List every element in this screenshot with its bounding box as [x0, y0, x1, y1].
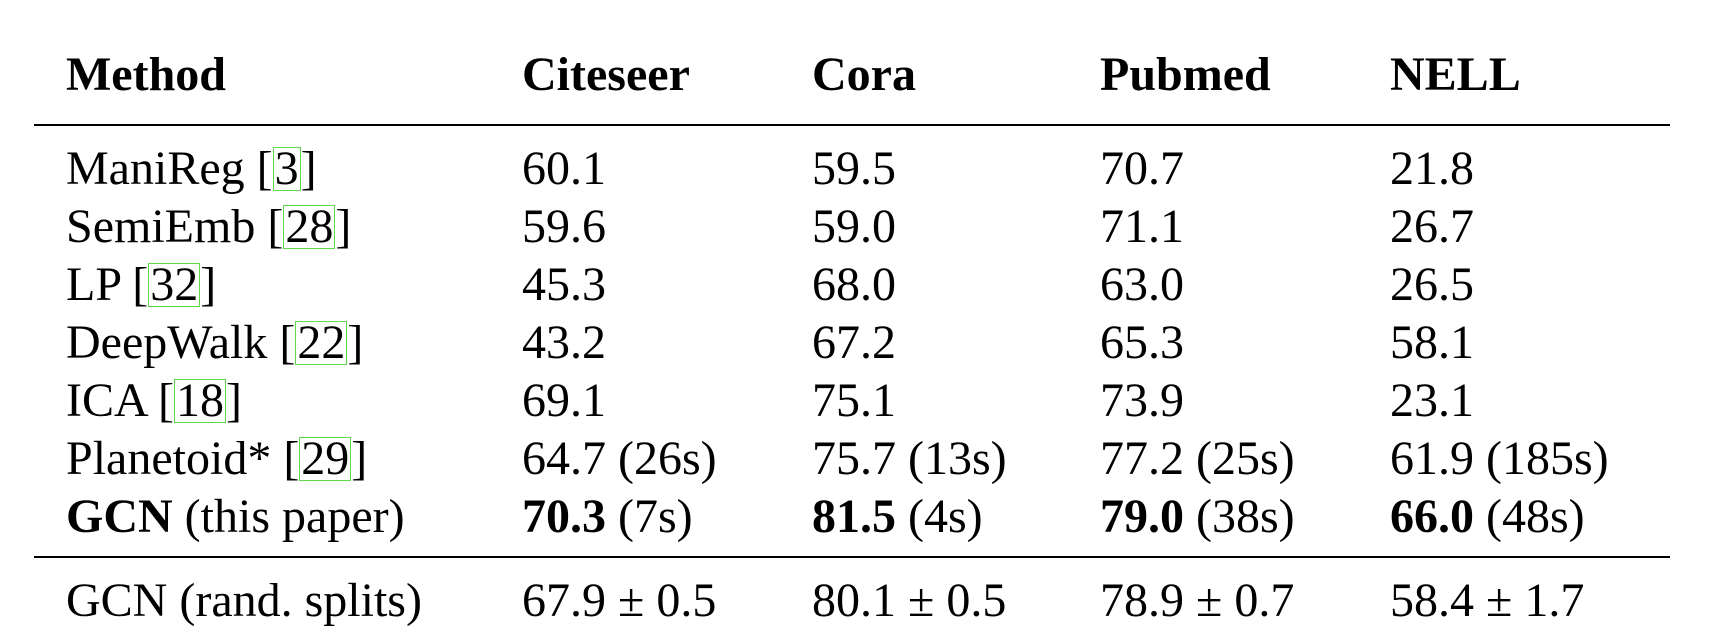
cora-cell: 67.2	[812, 316, 896, 369]
cora-cell: 68.0	[812, 258, 896, 311]
cora-cell: 75.7 (13s)	[812, 432, 1007, 485]
pubmed-cell: 77.2 (25s)	[1100, 432, 1295, 485]
method-name-suffix: (this paper)	[172, 490, 405, 543]
header-nell: NELL	[1390, 48, 1521, 101]
header-citeseer: Citeseer	[522, 48, 690, 101]
citation-link[interactable]: 28	[285, 200, 334, 253]
runtime-value: (38s)	[1184, 490, 1295, 543]
nell-cell	[1390, 488, 1585, 546]
pubmed-cell: 78.9 ± 0.7	[1100, 574, 1295, 627]
citation-link[interactable]: 18	[176, 374, 224, 427]
citeseer-cell: 59.6	[522, 200, 606, 253]
method-cell: GCN (rand. splits)	[66, 574, 422, 627]
method-name: ManiReg	[66, 142, 245, 195]
method-cell: ICA [18]	[66, 374, 242, 427]
nell-cell: 61.9 (185s)	[1390, 432, 1609, 485]
header-method: Method	[66, 48, 226, 101]
citeseer-cell: 64.7 (26s)	[522, 432, 717, 485]
pubmed-cell: 63.0	[1100, 258, 1184, 311]
method-cell: Planetoid* [29]	[66, 432, 368, 485]
method-name-bold: GCN	[66, 490, 173, 543]
method-cell: SemiEmb [28]	[66, 200, 352, 253]
table-row	[34, 372, 1670, 430]
nell-cell: 23.1	[1390, 374, 1474, 427]
table-row	[34, 198, 1670, 256]
method-cell: DeepWalk [22]	[66, 316, 364, 369]
table-row	[34, 430, 1670, 488]
citation-link[interactable]: 22	[297, 316, 346, 369]
citeseer-cell: 43.2	[522, 316, 606, 369]
runtime-value: (48s)	[1474, 490, 1585, 543]
nell-cell: 26.5	[1390, 258, 1474, 311]
runtime-value: (4s)	[896, 490, 983, 543]
nell-cell: 58.4 ± 1.7	[1390, 574, 1585, 627]
table-row-gcn	[34, 488, 1670, 546]
method-cell	[66, 488, 405, 546]
runtime-value: (7s)	[606, 490, 693, 543]
nell-cell: 21.8	[1390, 142, 1474, 195]
table-row	[34, 314, 1670, 372]
citation-link[interactable]: 32	[150, 258, 199, 311]
cora-cell	[812, 488, 983, 546]
header-cora: Cora	[812, 48, 916, 101]
cora-cell: 59.0	[812, 200, 896, 253]
citeseer-cell: 45.3	[522, 258, 606, 311]
method-name: LP	[66, 258, 121, 311]
cora-cell: 59.5	[812, 142, 896, 195]
method-name: ICA	[66, 374, 147, 427]
nell-cell: 58.1	[1390, 316, 1474, 369]
best-value: 70.3	[522, 490, 606, 543]
best-value: 81.5	[812, 490, 896, 543]
table-row	[34, 256, 1670, 314]
header-pubmed: Pubmed	[1100, 48, 1271, 101]
nell-cell: 26.7	[1390, 200, 1474, 253]
citeseer-cell: 67.9 ± 0.5	[522, 574, 717, 627]
method-name: SemiEmb	[66, 200, 256, 253]
best-value: 66.0	[1390, 490, 1474, 543]
pubmed-cell: 73.9	[1100, 374, 1184, 427]
citation-link[interactable]: 3	[274, 142, 299, 195]
citeseer-cell	[522, 488, 693, 546]
table-row-rand-splits	[34, 572, 1670, 630]
pubmed-cell	[1100, 488, 1295, 546]
footer-rule	[34, 556, 1670, 558]
cora-cell: 80.1 ± 0.5	[812, 574, 1007, 627]
citeseer-cell: 60.1	[522, 142, 606, 195]
pubmed-cell: 70.7	[1100, 142, 1184, 195]
citeseer-cell: 69.1	[522, 374, 606, 427]
method-cell: LP [32]	[66, 258, 217, 311]
best-value: 79.0	[1100, 490, 1184, 543]
results-table	[34, 36, 1670, 630]
method-name: DeepWalk	[66, 316, 268, 369]
citation-link[interactable]: 29	[301, 432, 350, 485]
method-cell: ManiReg [3]	[66, 142, 317, 195]
header-rule	[34, 124, 1670, 126]
method-name: Planetoid*	[66, 432, 272, 485]
table-row	[34, 140, 1670, 198]
pubmed-cell: 71.1	[1100, 200, 1184, 253]
pubmed-cell: 65.3	[1100, 316, 1184, 369]
cora-cell: 75.1	[812, 374, 896, 427]
table-header-row	[34, 36, 1670, 114]
